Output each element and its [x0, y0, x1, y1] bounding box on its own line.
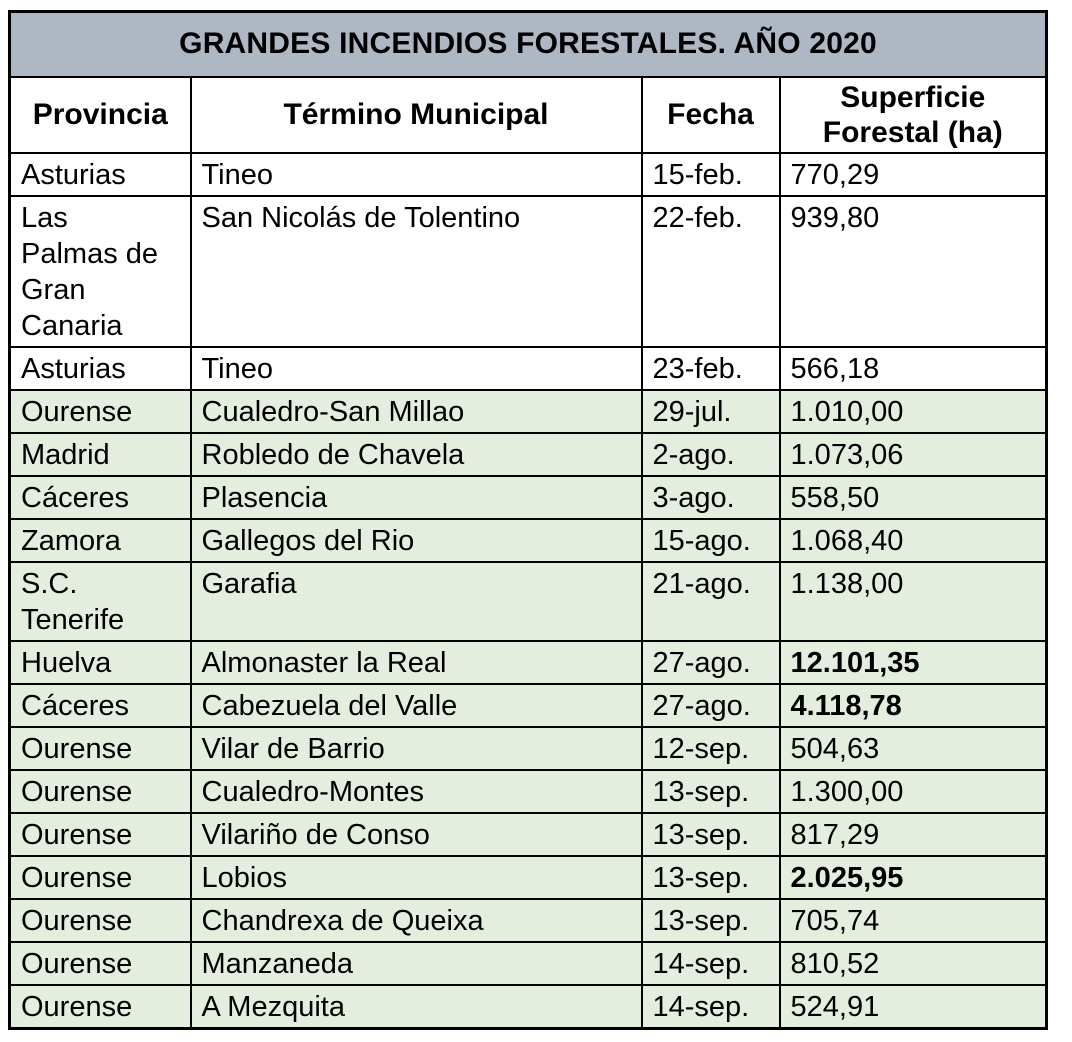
col-header-fecha: Fecha	[642, 77, 780, 153]
cell-termino: A Mezquita	[191, 985, 642, 1029]
cell-termino: Chandrexa de Queixa	[191, 899, 642, 942]
table-row	[10, 684, 1047, 727]
cell-fecha: 13-sep.	[642, 899, 780, 942]
col-header-termino-municipal: Término Municipal	[191, 77, 642, 153]
table-title-row	[10, 12, 1047, 77]
cell-termino: Tineo	[191, 153, 642, 196]
cell-fecha: 27-ago.	[642, 641, 780, 684]
cell-fecha: 12-sep.	[642, 727, 780, 770]
cell-provincia: Cáceres	[10, 476, 191, 519]
cell-provincia: Ourense	[10, 899, 191, 942]
cell-fecha: 29-jul.	[642, 390, 780, 433]
cell-superficie: 566,18	[780, 347, 1047, 390]
cell-fecha: 14-sep.	[642, 942, 780, 985]
cell-provincia: Ourense	[10, 770, 191, 813]
cell-provincia: Asturias	[10, 153, 191, 196]
cell-fecha: 13-sep.	[642, 813, 780, 856]
table-row	[10, 390, 1047, 433]
table-row	[10, 476, 1047, 519]
table-row	[10, 519, 1047, 562]
forest-fires-table	[8, 10, 1048, 1030]
cell-fecha: 2-ago.	[642, 433, 780, 476]
table-row	[10, 770, 1047, 813]
cell-provincia: Cáceres	[10, 684, 191, 727]
cell-termino: Manzaneda	[191, 942, 642, 985]
cell-termino: Lobios	[191, 856, 642, 899]
table-header-row	[10, 77, 1047, 153]
table-title: GRANDES INCENDIOS FORESTALES. AÑO 2020	[10, 12, 1047, 77]
cell-superficie: 770,29	[780, 153, 1047, 196]
cell-superficie: 817,29	[780, 813, 1047, 856]
table-row	[10, 899, 1047, 942]
cell-termino: Cabezuela del Valle	[191, 684, 642, 727]
cell-superficie: 4.118,78	[780, 684, 1047, 727]
cell-superficie: 1.010,00	[780, 390, 1047, 433]
cell-fecha: 13-sep.	[642, 856, 780, 899]
cell-termino: Vilariño de Conso	[191, 813, 642, 856]
cell-provincia: Ourense	[10, 856, 191, 899]
cell-fecha: 15-feb.	[642, 153, 780, 196]
cell-fecha: 22-feb.	[642, 196, 780, 347]
cell-provincia: Ourense	[10, 390, 191, 433]
cell-termino: Tineo	[191, 347, 642, 390]
cell-provincia: Ourense	[10, 985, 191, 1029]
table-row	[10, 562, 1047, 641]
cell-provincia: Huelva	[10, 641, 191, 684]
cell-superficie: 939,80	[780, 196, 1047, 347]
cell-termino: Almonaster la Real	[191, 641, 642, 684]
cell-provincia: Zamora	[10, 519, 191, 562]
cell-superficie: 558,50	[780, 476, 1047, 519]
cell-superficie: 12.101,35	[780, 641, 1047, 684]
cell-superficie: 705,74	[780, 899, 1047, 942]
cell-fecha: 13-sep.	[642, 770, 780, 813]
table-row	[10, 942, 1047, 985]
cell-termino: Robledo de Chavela	[191, 433, 642, 476]
cell-fecha: 23-feb.	[642, 347, 780, 390]
table-row	[10, 813, 1047, 856]
cell-provincia: Ourense	[10, 727, 191, 770]
cell-termino: Cualedro-San Millao	[191, 390, 642, 433]
cell-superficie: 1.073,06	[780, 433, 1047, 476]
cell-fecha: 3-ago.	[642, 476, 780, 519]
table-row	[10, 196, 1047, 347]
cell-fecha: 15-ago.	[642, 519, 780, 562]
cell-provincia: Ourense	[10, 813, 191, 856]
table-row	[10, 347, 1047, 390]
cell-termino: Plasencia	[191, 476, 642, 519]
cell-termino: San Nicolás de Tolentino	[191, 196, 642, 347]
cell-termino: Cualedro-Montes	[191, 770, 642, 813]
cell-superficie: 2.025,95	[780, 856, 1047, 899]
cell-provincia: S.C. Tenerife	[10, 562, 191, 641]
table-row	[10, 985, 1047, 1029]
cell-superficie: 524,91	[780, 985, 1047, 1029]
col-header-superficie-forestal: Superficie Forestal (ha)	[780, 77, 1047, 153]
cell-superficie: 1.138,00	[780, 562, 1047, 641]
cell-fecha: 27-ago.	[642, 684, 780, 727]
cell-termino: Gallegos del Rio	[191, 519, 642, 562]
cell-termino: Garafia	[191, 562, 642, 641]
cell-superficie: 1.300,00	[780, 770, 1047, 813]
col-header-provincia: Provincia	[10, 77, 191, 153]
cell-provincia: Asturias	[10, 347, 191, 390]
cell-superficie: 810,52	[780, 942, 1047, 985]
table-row	[10, 641, 1047, 684]
table-row	[10, 153, 1047, 196]
cell-superficie: 1.068,40	[780, 519, 1047, 562]
table-row	[10, 433, 1047, 476]
cell-fecha: 21-ago.	[642, 562, 780, 641]
table-row	[10, 727, 1047, 770]
cell-provincia: Ourense	[10, 942, 191, 985]
cell-fecha: 14-sep.	[642, 985, 780, 1029]
cell-superficie: 504,63	[780, 727, 1047, 770]
table-row	[10, 856, 1047, 899]
cell-provincia: Las Palmas de Gran Canaria	[10, 196, 191, 347]
cell-termino: Vilar de Barrio	[191, 727, 642, 770]
cell-provincia: Madrid	[10, 433, 191, 476]
